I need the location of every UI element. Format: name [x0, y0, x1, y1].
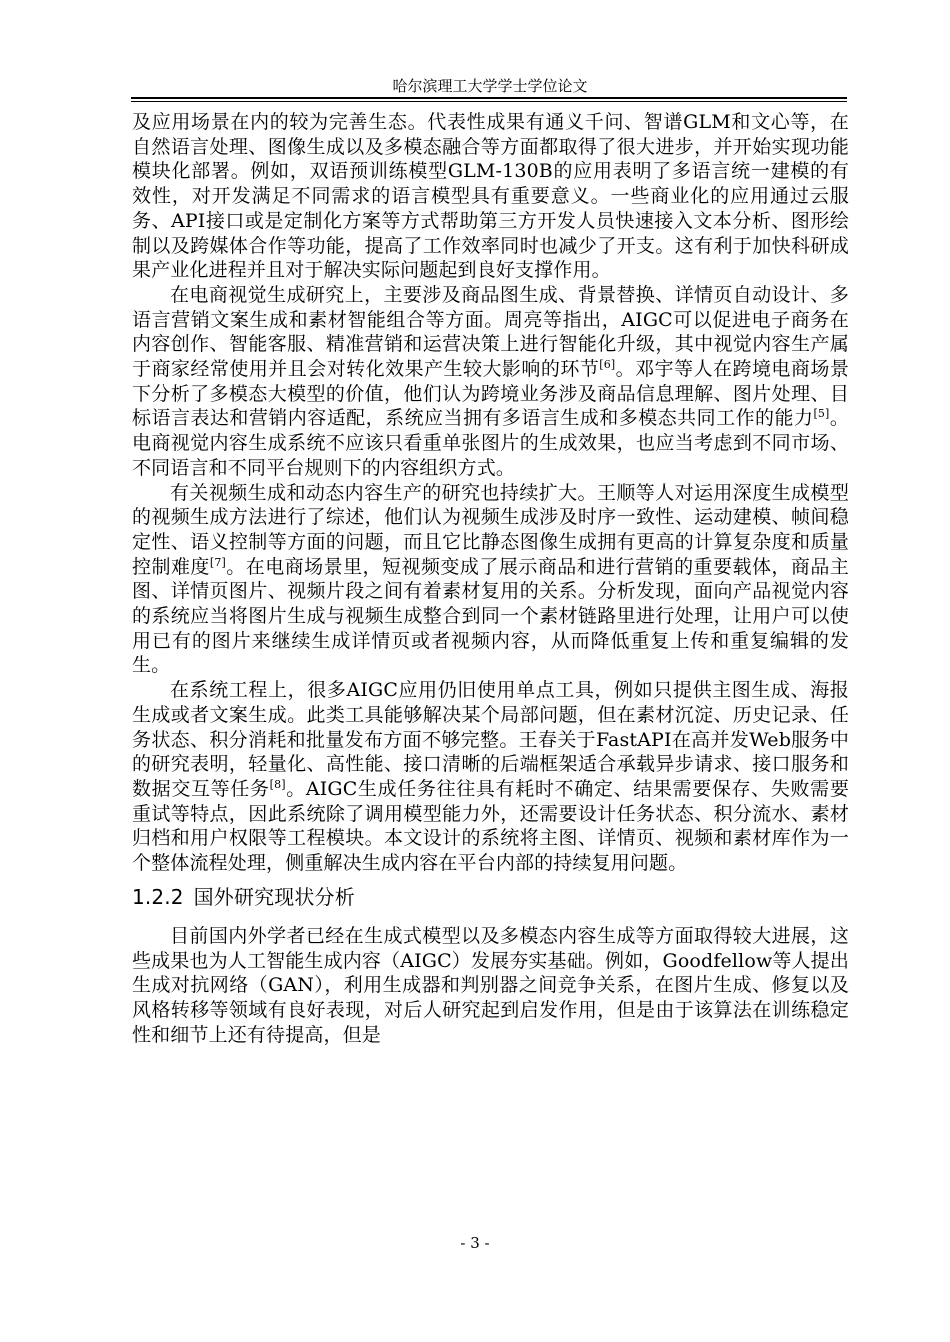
header-rule-thin: [131, 101, 847, 102]
paragraph-ecommerce-visual: [132, 283, 849, 481]
citation-ref: [8]: [269, 777, 286, 791]
section-title: 国外研究现状分析: [193, 884, 355, 909]
citation-ref: [6]: [599, 358, 616, 372]
citation-ref: [7]: [209, 555, 226, 569]
paragraph-text: 。在电商场景里，短视频变成了展示商品和进行营销的重要载体，商品主图、详情页图片、视频片段之间有着素材复用的关系。分析发现，面向产品视觉内容的系统应当将图片生成与视频生成整合到同一个素材链路里进行处理，让用户可以使用已有的图片来继续生成详情页或者视频内容，从而降低重复上传和重复编辑的发生。: [132, 555, 849, 677]
paragraph-text: 。邓宇等人在跨境电商场景下分析了多模态大模型的价值，他们认为跨境业务涉及商品信息理解、图片处理、目标语言表达和营销内容适配，系统应当拥有多语言生成和多模态共同工作的能力: [132, 358, 849, 430]
running-header: 哈尔滨理工大学学士学位论文: [392, 77, 588, 95]
page-body: [132, 110, 849, 1047]
paragraph-system-engineering: [132, 678, 849, 876]
section-heading: [132, 883, 849, 911]
citation-ref: [5]: [813, 407, 830, 421]
paragraph-text: 在电商视觉生成研究上，主要涉及商品图生成、背景替换、详情页自动设计、多语言营销文案生成和素材智能组合等方面。周亮等指出，AIGC可以促进电子商务在内容创作、智能客服、精准营销和运营决策上进行智能化升级，其中视觉内容生产属于商家经常使用并且会对转化效果产生较大影响的环节: [132, 283, 849, 381]
paragraph-text: 。AIGC生成任务往往具有耗时不确定、结果需要保存、失败需要重试等特点，因此系统除了调用模型能力外，还需要设计任务状态、积分流水、素材归档和用户权限等工程模块。本文设计的系统将主图、详情页、视频和素材库作为一个整体流程处理，侧重解决生成内容在平台内部的持续复用问题。: [132, 777, 849, 875]
paragraph-text: 有关视频生成和动态内容生产的研究也持续扩大。王顺等人对运用深度生成模型的视频生成方法进行了综述，他们认为视频生成涉及时序一致性、运动建模、帧间稳定性、语义控制等方面的问题，而且它比静态图像生成拥有更高的计算复杂度和质量控制难度: [132, 481, 849, 578]
page-number: - 3 -: [460, 1234, 490, 1252]
paragraph-foreign-research: 目前国内外学者已经在生成式模型以及多模态内容生成等方面取得较大进展，这些成果也为人工智能生成内容（AIGC）发展夯实基础。例如，Goodfellow等人提出生成对抗网络（GAN），利用生成器和判别器之间竞争关系，在图片生成、修复以及风格转移等领域有良好表现，对后人研究起到启发作用，但是由于该算法在训练稳定性和细节上还有待提高，但是: [132, 924, 849, 1046]
header-rule-thick: [131, 97, 847, 99]
paragraph-continuation: 及应用场景在内的较为完善生态。代表性成果有通义千问、智谱GLM和文心等，在自然语言处理、图像生成以及多模态融合等方面都取得了很大进步，并开始实现功能模块化部署。例如，双语预训练模型GLM-130B的应用表明了多语言统一建模的有效性，对开发满足不同需求的语言模型具有重要意义。一些商业化的应用通过云服务、API接口或是定制化方案等方式帮助第三方开发人员快速接入文本分析、图形绘制以及跨媒体合作等功能，提高了工作效率同时也减少了开支。这有利于加快科研成果产业化进程并且对于解决实际问题起到良好支撑作用。: [132, 111, 849, 282]
paragraph-video-generation: [132, 481, 849, 679]
paragraph-text: 在系统工程上，很多AIGC应用仍旧使用单点工具，例如只提供主图生成、海报生成或者文案生成。此类工具能够解决某个局部问题，但在素材沉淀、历史记录、任务状态、积分消耗和批量发布方面不够完整。王春关于FastAPI在高并发Web服务中的研究表明，轻量化、高性能、接口清晰的后端框架适合承载异步请求、接口服务和数据交互等任务: [132, 679, 849, 800]
paragraph-text: 。电商视觉内容生成系统不应该只看重单张图片的生成效果，也应当考虑到不同市场、不同语言和不同平台规则下的内容组织方式。: [132, 407, 849, 479]
section-number: 1.2.2: [132, 884, 184, 909]
